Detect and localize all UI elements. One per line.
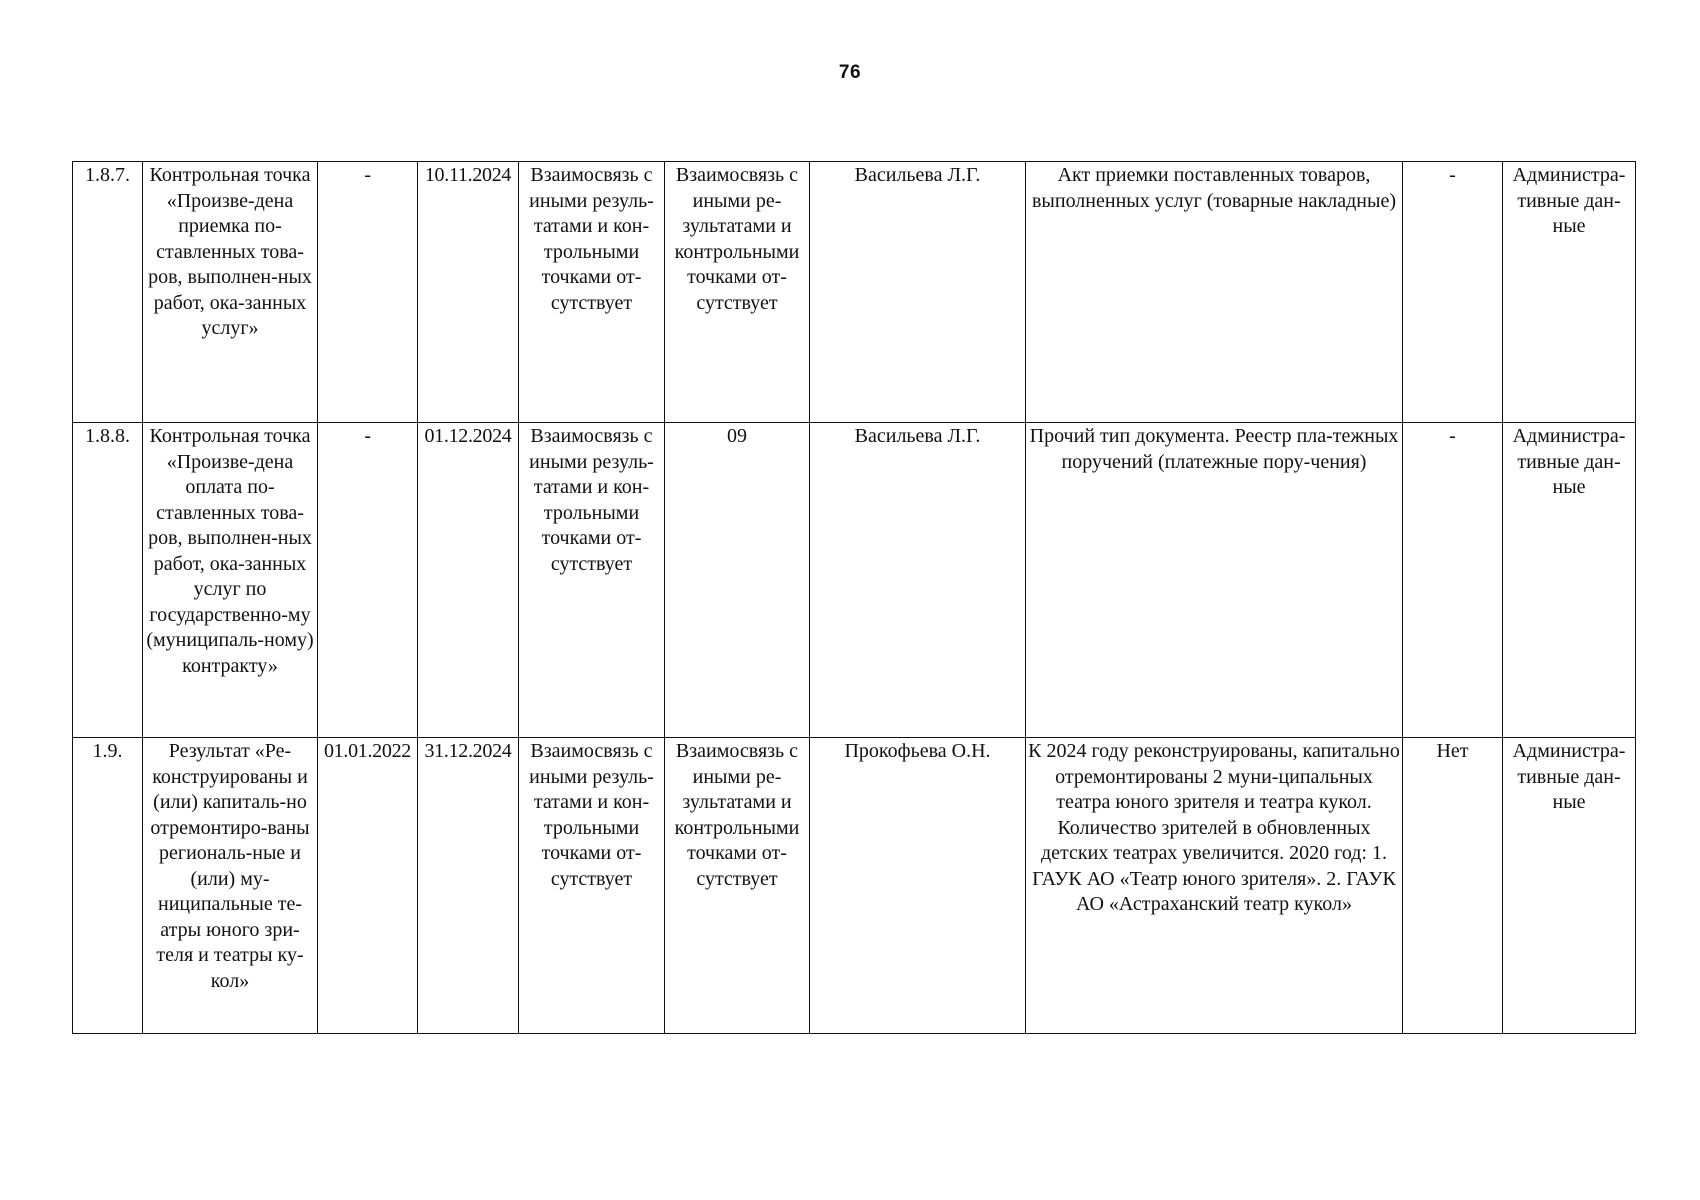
source-cell: Администра-тивные дан-ные bbox=[1503, 162, 1636, 423]
table-row bbox=[73, 738, 1636, 1034]
source-cell: Администра-тивные дан-ные bbox=[1503, 423, 1636, 738]
start-date-cell: - bbox=[318, 423, 418, 738]
table-row bbox=[73, 423, 1636, 738]
flag-cell: - bbox=[1403, 423, 1503, 738]
row-name-cell: Контрольная точка «Произве-дена приемка по-ставленных това-ров, выполнен-ных работ, ока-занных услуг» bbox=[143, 162, 318, 423]
end-date-cell: 01.12.2024 bbox=[418, 423, 519, 738]
end-date-cell: 31.12.2024 bbox=[418, 738, 519, 1034]
end-date-cell: 10.11.2024 bbox=[418, 162, 519, 423]
successor-link-cell: Взаимосвязь с иными ре-зультатами и контрольными точками от-сутствует bbox=[665, 162, 810, 423]
row-name-cell: Результат «Ре-конструированы и (или) капиталь-но отремонтиро-ваны региональ-ные и (или) му-ниципальные те-атры юного зри-теля и театры ку-кол» bbox=[143, 738, 318, 1034]
document-cell: К 2024 году реконструированы, капитально отремонтированы 2 муни-ципальных театра юного зрителя и театра кукол. Количество зрителей в обновленных детских театрах увеличится. 2020 год: 1. ГАУК АО «Театр юного зрителя». 2. ГАУК АО «Астраханский театр кукол» bbox=[1026, 738, 1403, 1034]
row-number-cell: 1.9. bbox=[73, 738, 143, 1034]
predecessor-link-cell: Взаимосвязь с иными резуль-татами и кон-трольными точками от-сутствует bbox=[519, 162, 665, 423]
responsible-cell: Васильева Л.Г. bbox=[810, 162, 1026, 423]
responsible-cell: Прокофьева О.Н. bbox=[810, 738, 1026, 1034]
responsible-cell: Васильева Л.Г. bbox=[810, 423, 1026, 738]
row-name-cell: Контрольная точка «Произве-дена оплата по-ставленных това-ров, выполнен-ных работ, ока-занных услуг по государственно-му (муниципаль-ному) контракту» bbox=[143, 423, 318, 738]
successor-link-cell: Взаимосвязь с иными ре-зультатами и контрольными точками от-сутствует bbox=[665, 738, 810, 1034]
document-cell: Прочий тип документа. Реестр пла-тежных поручений (платежные пору-чения) bbox=[1026, 423, 1403, 738]
predecessor-link-cell: Взаимосвязь с иными резуль-татами и кон-трольными точками от-сутствует bbox=[519, 423, 665, 738]
flag-cell: Нет bbox=[1403, 738, 1503, 1034]
row-number-cell: 1.8.8. bbox=[73, 423, 143, 738]
start-date-cell: - bbox=[318, 162, 418, 423]
table-row bbox=[73, 162, 1636, 423]
control-points-table bbox=[72, 161, 1636, 1034]
flag-cell: - bbox=[1403, 162, 1503, 423]
source-cell: Администра-тивные дан-ные bbox=[1503, 738, 1636, 1034]
start-date-cell: 01.01.2022 bbox=[318, 738, 418, 1034]
document-cell: Акт приемки поставленных товаров, выполненных услуг (товарные накладные) bbox=[1026, 162, 1403, 423]
successor-link-cell: 09 bbox=[665, 423, 810, 738]
page-number: 76 bbox=[838, 62, 862, 83]
predecessor-link-cell: Взаимосвязь с иными резуль-татами и кон-трольными точками от-сутствует bbox=[519, 738, 665, 1034]
row-number-cell: 1.8.7. bbox=[73, 162, 143, 423]
